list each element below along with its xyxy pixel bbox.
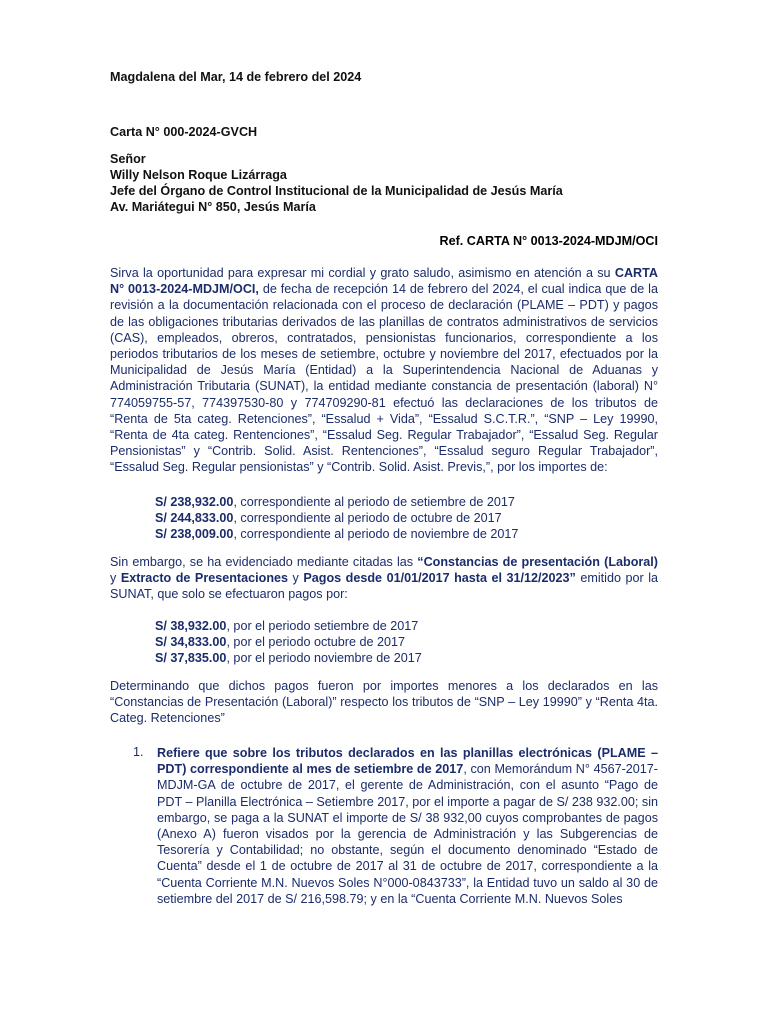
item-bold-heading: Refiere que sobre los tributos declarados en las planillas electrónicas (PLAME – PDT) correspondiente al mes de setiembre de 2017: [157, 746, 658, 777]
reference-line: Ref. CARTA N° 0013-2024-MDJM/OCI: [439, 234, 658, 248]
paid-amount-value: S/ 38,932.00: [155, 619, 227, 633]
declared-amount-period: , correspondiente al periodo de setiembre de 2017: [233, 495, 515, 509]
intro-text-2: de fecha de recepción 14 de febrero del 2024, el cual indica que de la revisión a la documentación relacionada con el proceso de declaración (PLAME – PDT) y pagos de las obligaciones tributarias derivados de las planillas de contratos administrativos de servicios (CAS), empleados, obreros, contratados, pensionistas funcionarios, correspondiente a los periodos tributarios de los meses de setiembre, octubre y noviembre del 2017, efectuados por la Municipalidad de Jesús María (Entidad) a la Superintendencia Nacional de Aduanas y Administración Tributaria (SUNAT), la entidad mediante constancia de presentación (laboral) N° 774059755-57, 774397530-80 y 774709290-81 efectuó las declaraciones de los tributos de “Renta de 5ta categ. Retenciones”, “Essalud + Vida”, “Essalud S.C.T.R.”, “SNP – Ley 19990, “Renta de 4ta categ. Rentenciones”, “Essalud Seg. Regular Trabajador”, “Essalud Seg. Regular Pensionistas” y “Contrib. Solid. Asist. Rentenciones”, “Essalud seguro Regular Trabajador”, “Essalud Seg. Regular pensionistas” y “Contrib. Solid. Asist. Previs,”, por los importes de:: [110, 282, 658, 475]
recipient-position: Jefe del Órgano de Control Institucional de la Municipalidad de Jesús María: [110, 184, 563, 198]
declared-amount-2: [155, 511, 502, 525]
declared-amount-value: S/ 238,932.00: [155, 495, 234, 509]
paid-amount-period: , por el periodo noviembre de 2017: [226, 651, 422, 665]
recipient-salutation: Señor: [110, 152, 146, 166]
evidence-text-3: y: [288, 571, 304, 586]
declared-amount-value: S/ 238,009.00: [155, 527, 234, 541]
date-line: Magdalena del Mar, 14 de febrero del 2024: [110, 70, 362, 84]
list-item-1: [157, 745, 658, 907]
paid-amount-value: S/ 37,835.00: [155, 651, 227, 665]
evidence-bold-2: Extracto de Presentaciones: [120, 571, 289, 586]
paid-amount-period: , por el periodo octubre de 2017: [226, 635, 405, 649]
declared-amount-3: [155, 527, 518, 541]
item-body-text: , con Memorándum N° 4567-2017-MDJM-GA de octubre de 2017, el gerente de Administración, con el asunto “Pago de PDT – Planilla Electrónica – Setiembre 2017, por el importe a pagar de S/ 238 932.00; sin embargo, se paga a la SUNAT el importe de S/ 38 932,00 cuyos comprobantes de pagos (Anexo A) fueron visados por la gerencia de Administración y las Subgerencias de Tesorería y Contabilidad; no obstante, según el documento denominado “Estado de Cuenta” desde el 1 de octubre de 2017 al 31 de octubre de 2017, correspondiente a la “Cuenta Corriente M.N. Nuevos Soles N°000-0843733”, la Entidad tuvo un saldo al 30 de setiembre del 2017 de S/ 216,598.79; y en la “Cuenta Corriente M.N. Nuevos Soles: [157, 762, 659, 906]
paid-amount-2: [155, 635, 405, 649]
paid-amount-value: S/ 34,833.00: [155, 635, 227, 649]
paragraph-determination: Determinando que dichos pagos fueron por importes menores a los declarados en las “Constancias de Presentación (Laboral)” respecto los tributos de “SNP – Ley 19990” y “Renta 4ta. Categ. Retenciones”: [110, 679, 658, 726]
evidence-text-2: y: [110, 571, 121, 586]
declared-amount-period: , correspondiente al periodo de octubre de 2017: [233, 511, 502, 525]
intro-carta-ref: CARTA N° 0013-2024-MDJM/OCI,: [110, 266, 658, 297]
recipient-address: Av. Mariátegui N° 850, Jesús María: [110, 200, 316, 214]
letter-number: Carta N° 000-2024-GVCH: [110, 125, 258, 139]
evidence-text-4: emitido por la SUNAT, que solo se efectuaron pagos por:: [110, 571, 658, 602]
declared-amount-value: S/ 244,833.00: [155, 511, 234, 525]
evidence-bold-1: “Constancias de presentación (Laboral): [417, 555, 658, 569]
list-item-number: 1.: [133, 745, 144, 759]
recipient-name: Willy Nelson Roque Lizárraga: [110, 168, 287, 182]
declared-amount-1: [155, 495, 515, 509]
evidence-bold-3: Pagos desde 01/01/2017 hasta el 31/12/2023”: [303, 571, 576, 586]
paragraph-evidence: [110, 554, 658, 603]
paragraph-intro: [110, 265, 658, 476]
intro-text-1: Sirva la oportunidad para expresar mi cordial y grato saludo, asimismo en atención a su: [110, 266, 615, 280]
evidence-text-1: Sin embargo, se ha evidenciado mediante citadas las: [110, 555, 418, 569]
paid-amount-3: [155, 651, 422, 665]
paid-amount-period: , por el periodo setiembre de 2017: [226, 619, 419, 633]
paid-amount-1: [155, 619, 418, 633]
declared-amount-period: , correspondiente al periodo de noviembre de 2017: [233, 527, 519, 541]
